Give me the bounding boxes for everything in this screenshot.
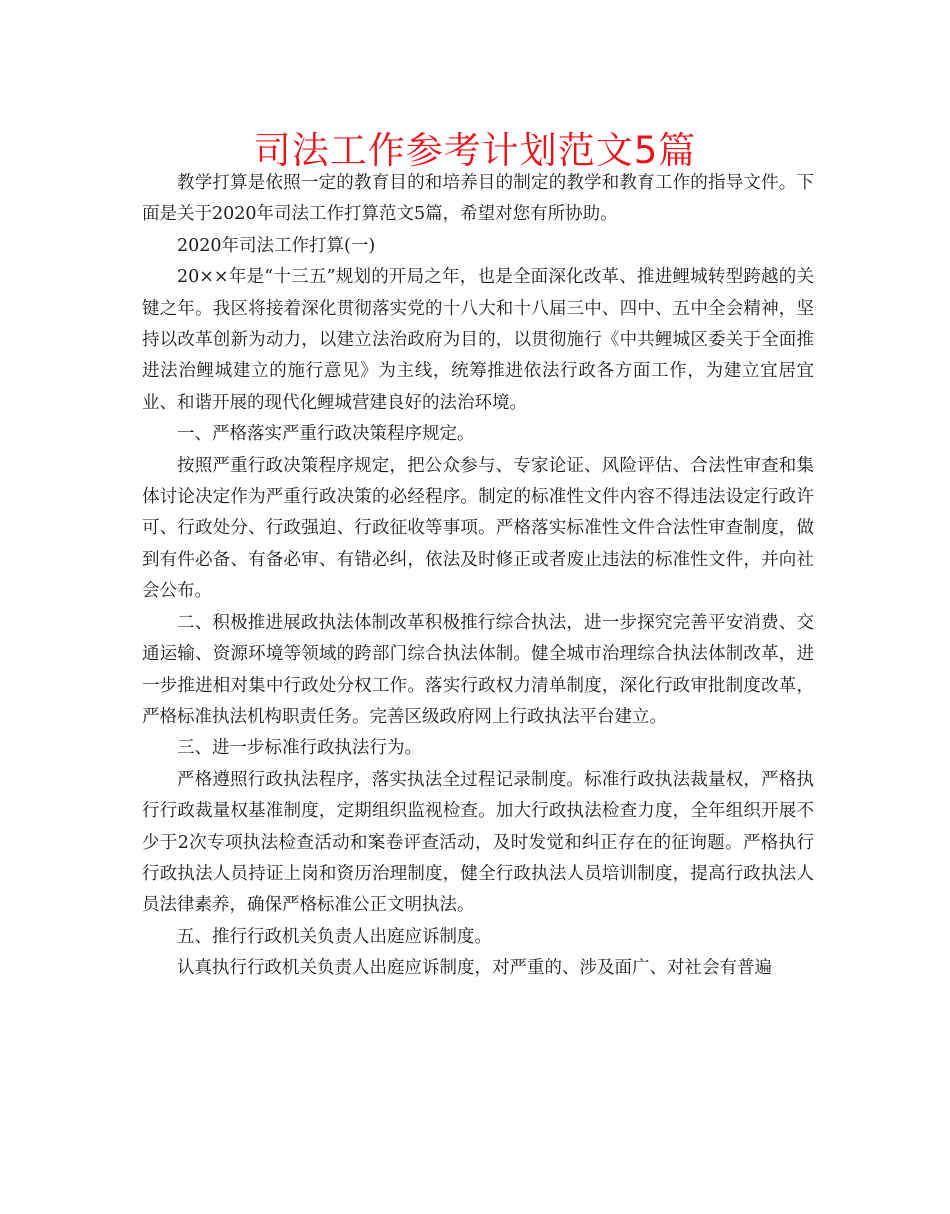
item-heading-1: 一、严格落实严重行政决策程序规定。 [177, 424, 475, 445]
intro-paragraph: 教学打算是依照一定的教育目的和培养目的制定的教学和教育工作的指导文件。下面是关于2020年司法工作打算范文5篇，希望对您有所协助。 [142, 173, 814, 225]
document-body [142, 168, 814, 985]
section-heading: 2020年司法工作打算(一) [177, 235, 376, 256]
document-title: 司法工作参考计划范文5篇 [253, 129, 697, 172]
body-paragraph: 二、积极推进展政执法体制改革积极推行综合执法，进一步探究完善平安消费、交通运输、资源环境等领域的跨部门综合执法体制。健全城市治理综合执法体制改革，进一步推进相对集中行政处分权工作。落实行政权力清单制度，深化行政审批制度改革，严格标准执法机构职责任务。完善区级政府网上行政执法平台建立。 [142, 612, 814, 727]
body-paragraph: 20××年是“十三五”规划的开局之年，也是全面深化改革、推进鲤城转型跨越的关键之年。我区将接着深化贯彻落实党的十八大和十八届三中、四中、五中全会精神，坚持以改革创新为动力，以建立法治政府为目的，以贯彻施行《中共鲤城区委关于全面推进法治鲤城建立的施行意见》为主线，统筹推进依法行政各方面工作，为建立宜居宜业、和谐开展的现代化鲤城营建良好的法治环境。 [142, 267, 814, 413]
body-paragraph: 按照严重行政决策程序规定，把公众参与、专家论证、风险评估、合法性审查和集体讨论决定作为严重行政决策的必经程序。制定的标准性文件内容不得违法设定行政许可、行政处分、行政强迫、行政征收等事项。严格落实标准性文件合法性审查制度，做到有件必备、有备必审、有错必纠，依法及时修正或者废止违法的标准性文件，并向社会公布。 [142, 455, 814, 602]
body-paragraph: 严格遵照行政执法程序，落实执法全过程记录制度。标准行政执法裁量权，严格执行行政裁量权基准制度，定期组织监视检查。加大行政执法检查力度，全年组织开展不少于2次专项执法检查活动和案卷评查活动，及时发觉和纠正存在的征询题。严格执行行政执法人员持证上岗和资历治理制度，健全行政执法人员培训制度，提高行政执法人员法律素养，确保严格标准公正文明执法。 [142, 769, 814, 916]
item-heading-3: 三、进一步标准行政执法行为。 [177, 738, 422, 759]
body-paragraph: 认真执行行政机关负责人出庭应诉制度，对严重的、涉及面广、对社会有普遍 [177, 958, 772, 979]
item-heading-5: 五、推行行政机关负责人出庭应诉制度。 [177, 926, 492, 947]
